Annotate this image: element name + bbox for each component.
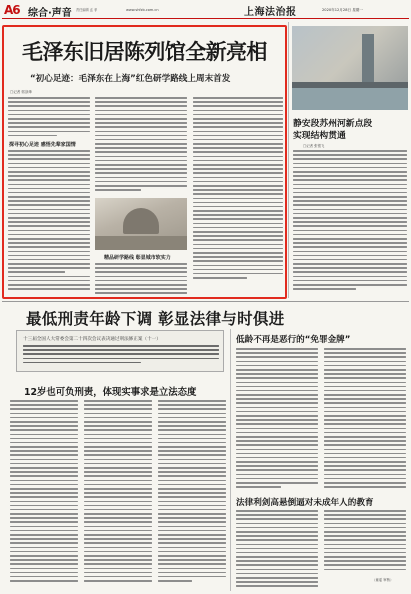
feature-column-2 [84,400,152,584]
side-headline-line-1: 静安段苏州河新点段 [293,119,373,129]
summary-lines [23,345,219,366]
side-byline: □记者 张银飞 [303,144,325,148]
issue-date: 2020年12月28日 星期一 [322,8,363,12]
feature-column-3 [158,400,226,584]
lead-subhead: “初心足迹：毛泽东在上海”红色研学路线上周末首发 [30,74,231,84]
feature-column-1 [10,400,78,584]
editor-credit: 责任编辑 孟 菲 [76,8,98,12]
feature-column-rule [230,329,231,591]
feature-column-7 [324,510,406,573]
feature-left-headline: 12岁也可负刑责，体现实事求是立法态度 [24,387,197,398]
exhibition-photo [95,198,187,250]
lead-column-1 [8,97,90,139]
lead-headline: 毛泽东旧居陈列馆全新亮相 [22,40,267,64]
summary-box [16,330,224,372]
page-number: A6 [4,3,20,17]
lead-column-3 [193,97,283,281]
site-url: www.shfzb.com.cn [126,8,159,12]
side-headline [293,118,372,142]
section-divider [2,301,409,302]
feature-column-5 [324,348,406,490]
side-headline-line-2: 实现结构贯通 [293,131,346,141]
lead-column-2b [95,263,187,297]
feature-right-headline-2: 法律利剑高悬倒逼对未成年人的教育 [236,498,374,508]
lead-subhead-2: 精品研学路线 彰显城市软实力 [104,255,171,261]
feature-byline: （童谣 审核） [372,578,394,582]
photo-water [292,88,408,110]
side-column [293,150,407,292]
feature-headline: 最低刑责年龄下调 彰显法律与时俱进 [26,310,285,328]
feature-right-headline-1: 低龄不再是恶行的“免罪金牌” [236,335,351,345]
photo-building [123,208,159,234]
feature-column-6 [236,510,318,590]
section-title: 综合·声音 [28,8,72,19]
newspaper-name: 上海法治报 [244,7,297,18]
summary-text: 十三届全国人大常委会第二十四次会议表决通过刑法修正案（十一） [23,337,161,342]
masthead [2,3,409,19]
river-photo [292,26,408,110]
lead-byline: □记者 郭剑烽 [10,90,32,94]
photo-ground [95,236,187,250]
lead-column-1b [8,150,90,292]
lead-subhead-1: 探寻初心足迹 感悟先辈家国情 [9,142,76,148]
feature-column-4 [236,348,318,490]
column-rule [288,22,289,298]
lead-column-2 [95,97,187,193]
